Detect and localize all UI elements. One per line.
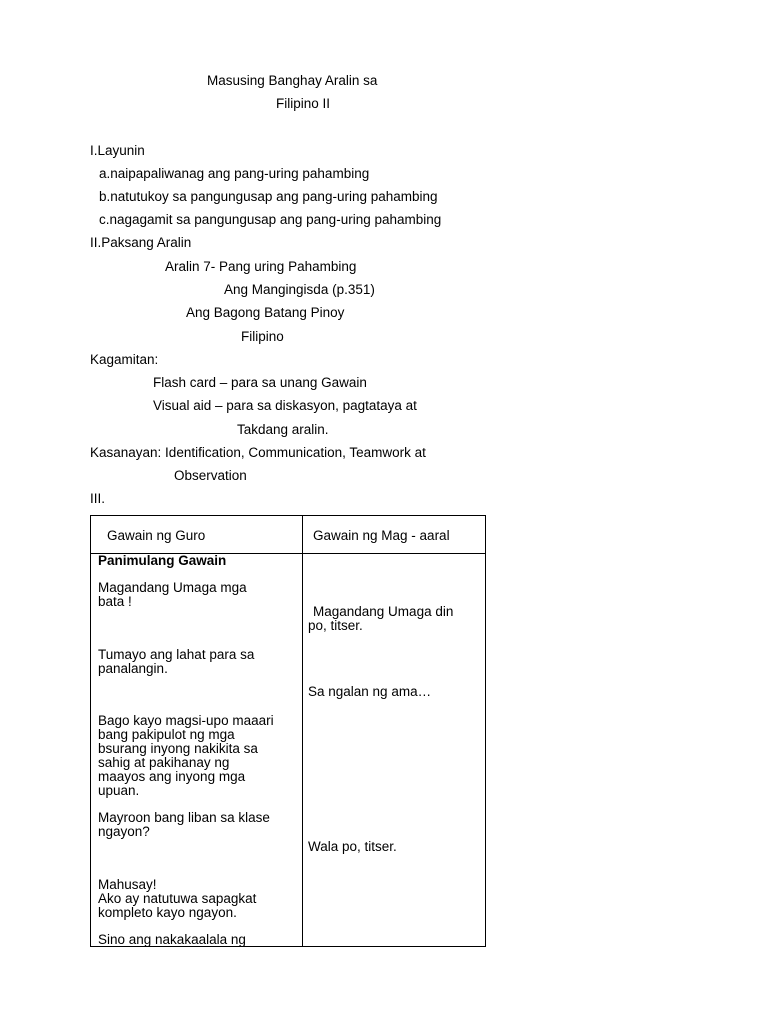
- lesson-procedure-table: [90, 515, 486, 947]
- column-header-student: Gawain ng Mag - aaral: [313, 528, 450, 543]
- topic-subject: Filipino: [241, 329, 284, 344]
- procedure-heading: III.: [90, 491, 106, 506]
- topic-story: Ang Mangingisda (p.351): [224, 282, 375, 297]
- student-prayer: Sa ngalan ng ama…: [308, 684, 432, 699]
- teacher-praise: Mahusay! Ako ay natutuwa sapagkat kompleto kayo ngayon.: [98, 877, 257, 920]
- skills-line: Observation: [174, 468, 247, 483]
- table-column-divider: [302, 516, 303, 946]
- topic-heading: II.Paksang Aralin: [90, 235, 192, 250]
- material-item: Takdang aralin.: [237, 422, 329, 437]
- teacher-greeting: Magandang Umaga mga bata !: [98, 580, 247, 609]
- document-subject: Filipino II: [276, 96, 331, 111]
- student-absent-answer: Wala po, titser.: [308, 839, 397, 854]
- objectives-heading: I.Layunin: [90, 143, 145, 158]
- material-item: Visual aid – para sa diskasyon, pagtataya at: [153, 398, 417, 413]
- document-title: Masusing Banghay Aralin sa: [207, 73, 378, 88]
- materials-heading: Kagamitan:: [90, 352, 159, 367]
- student-greeting: Magandang Umaga din po, titser.: [308, 604, 454, 633]
- material-item: Flash card – para sa unang Gawain: [153, 375, 367, 390]
- skills-line: Kasanayan: Identification, Communication, Teamwork at: [90, 445, 426, 460]
- objective-item: b.natutukoy sa pangungusap ang pang-uring pahambing: [99, 189, 438, 204]
- section-title: Panimulang Gawain: [98, 553, 227, 568]
- teacher-tidy-instruction: Bago kayo magsi-upo maaari bang pakipulot ng mga bsurang inyong nakikita sa sahig at pakihanay ng maayos ang inyong mga upuan.: [98, 713, 274, 798]
- topic-lesson: Aralin 7- Pang uring Pahambing: [165, 259, 357, 274]
- objective-item: c.nagagamit sa pangungusap ang pang-uring pahambing: [99, 212, 442, 227]
- teacher-absent-question: Mayroon bang liban sa klase ngayon?: [98, 810, 270, 839]
- teacher-prayer: Tumayo ang lahat para sa panalangin.: [98, 647, 255, 676]
- teacher-question: Sino ang nakakaalala ng: [98, 932, 246, 947]
- objective-item: a.naipapaliwanag ang pang-uring pahambing: [99, 166, 370, 181]
- column-header-teacher: Gawain ng Guro: [107, 528, 206, 543]
- topic-book: Ang Bagong Batang Pinoy: [186, 305, 345, 320]
